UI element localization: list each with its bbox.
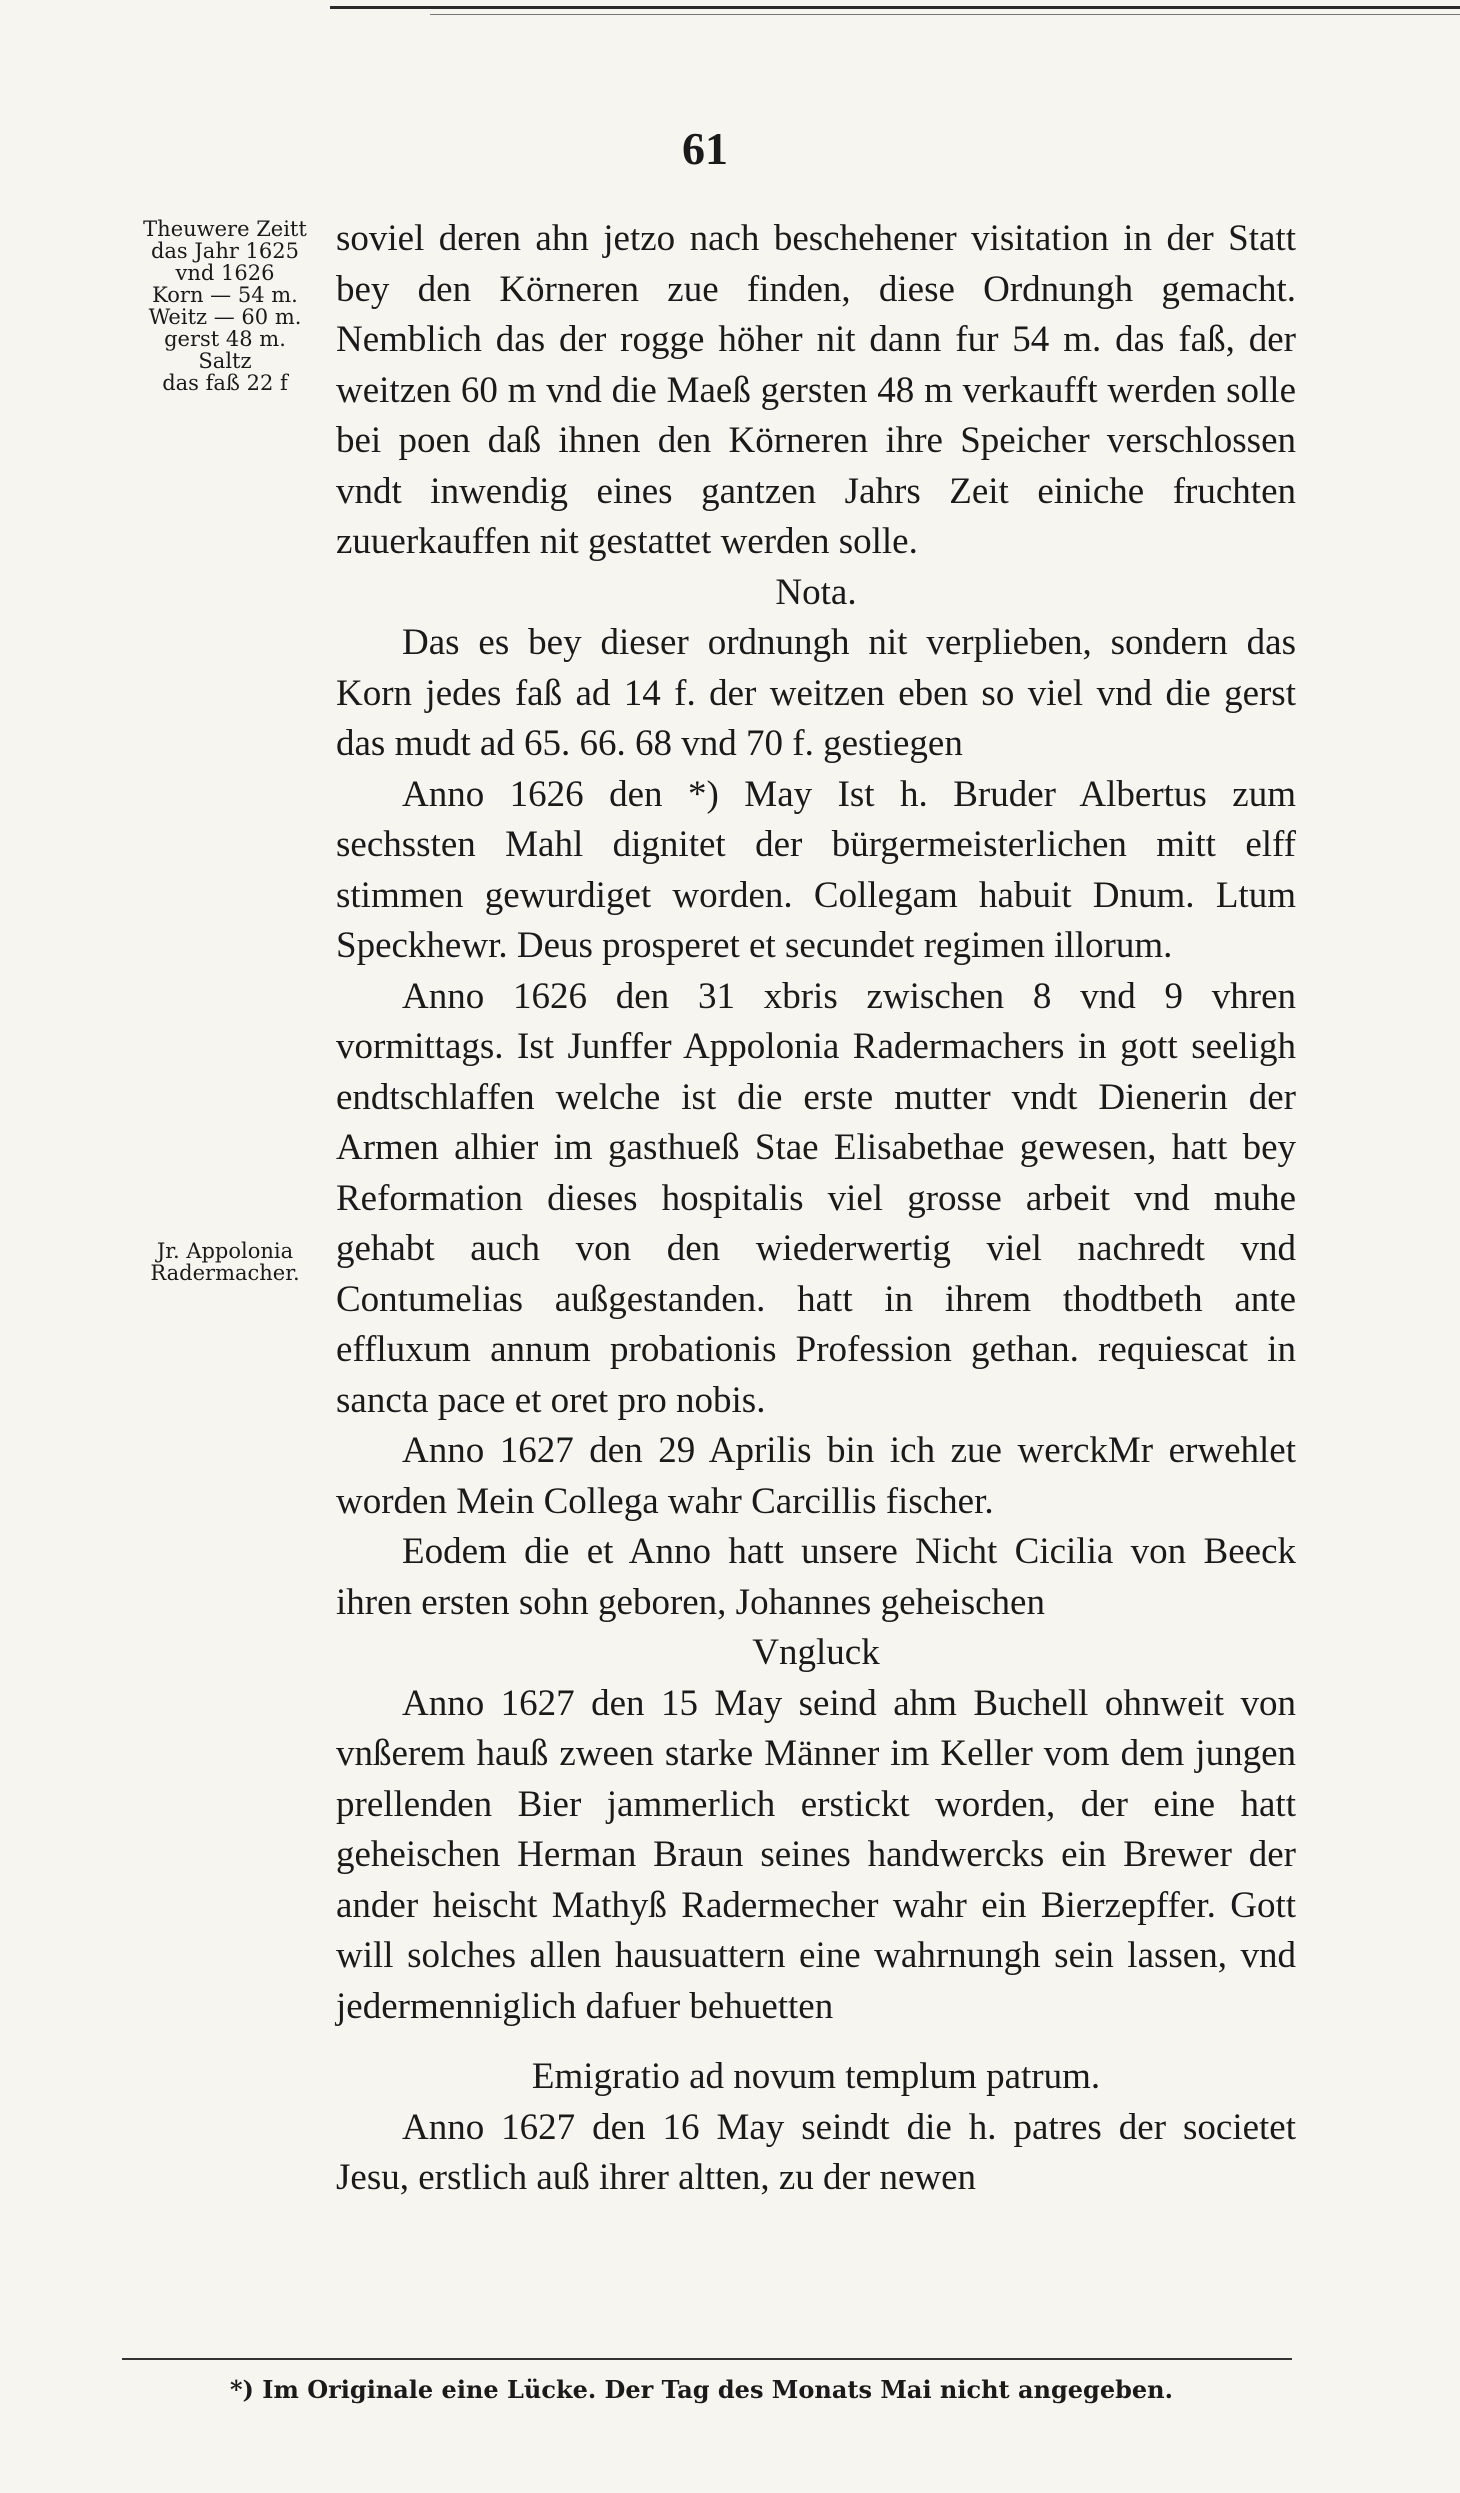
paragraph: Anno 1626 den 31 xbris zwischen 8 vnd 9 vhren vormittags. Ist Junffer Appolonia Radermachers in gott seeligh endtschlaffen welche ist die erste mutter vndt Dienerin der Armen alhier im gasthueß Stae Elisabethae gewesen, hatt bey Reformation dieses hospitalis viel grosse arbeit vnd muhe gehabt auch von den wiederwertig viel nachredt vnd Contumelias außgestanden. hatt in ihrem thodtbeth ante effluxum annum probationis Profession gethan. requiescat in sancta pace et oret pro nobis. (336, 975, 1296, 1421)
heading-emigratio: Emigratio ad novum templum patrum. (531, 2056, 1101, 2097)
heading-vngluck: Vngluck (752, 1632, 880, 1673)
top-rule (330, 6, 1460, 9)
heading-nota: Nota. (775, 571, 857, 613)
margin-note-line: vnd 1626 (175, 261, 275, 285)
margin-note-line: Jr. Appolonia (156, 1239, 294, 1263)
paragraph: Anno 1627 den 29 Aprilis bin ich zue werckMr erwehlet worden Mein Collega wahr Carcillis fischer. (336, 1430, 1296, 1522)
paragraph: Anno 1626 den *) May Ist h. Bruder Albertus zum sechssten Mahl dignitet der bürgermeisterlichen mitt elff stimmen gewurdiget worden. Collegam habuit Dnum. Ltum Speckhewr. Deus prosperet et secundet regimen illorum. (336, 773, 1296, 966)
paragraph: Anno 1627 den 16 May seindt die h. patres der societet Jesu, erstlich auß ihrer altten, zu der newen (336, 2106, 1296, 2198)
footnote-rule (122, 2358, 1292, 2360)
margin-note-line: das faß 22 f (162, 371, 288, 395)
paragraph: Anno 1627 den 15 May seind ahm Buchell ohnweit von vnßerem hauß zween starke Männer im Keller vom dem jungen prellenden Bier jammerlich erstickt worden, der eine hatt geheischen Herman Braun seines handwercks ein Brewer der ander heischt Mathyß Radermecher wahr ein Bierzepffer. Gott will solches allen hausuattern eine wahrnungh sein lassen, vnd jedermenniglich dafuer behuetten (336, 1682, 1296, 2027)
paragraph: Eodem die et Anno hatt unsere Nicht Cicilia von Beeck ihren ersten sohn geboren, Johannes geheischen (336, 1531, 1296, 1623)
top-rule-thin (430, 14, 1460, 15)
margin-note-line: Theuwere Zeitt (143, 217, 307, 241)
margin-note-line: Saltz (198, 349, 252, 373)
margin-note-line: Korn — 54 m. (152, 283, 298, 307)
margin-note-line: Weitz — 60 m. (148, 305, 302, 329)
margin-note-appolonia (118, 1240, 332, 1284)
paragraph: Das es bey dieser ordnungh nit verplieben, sondern das Korn jedes faß ad 14 f. der weitzen eben so viel vnd die gerst das mudt ad 65. 66. 68 vnd 70 f. gestiegen (336, 622, 1296, 764)
margin-note-line: das Jahr 1625 (150, 239, 300, 263)
margin-note-prices (118, 218, 332, 394)
main-text (336, 214, 1296, 2204)
page-number: 61 (682, 123, 728, 174)
footnote: *) Im Originale eine Lücke. Der Tag des Monats Mai nicht angegeben. (230, 2375, 1173, 2404)
paragraph: soviel deren ahn jetzo nach beschehener visitation in der Statt bey den Körneren zue finden, diese Ordnungh gemacht. Nemblich das der rogge höher nit dann fur 54 m. das faß, der weitzen 60 m vnd die Maeß gersten 48 m verkaufft werden solle bei poen daß ihnen den Körneren ihre Speicher verschlossen vndt inwendig eines gantzen Jahrs Zeit einiche fruchten zuuerkauffen nit gestattet werden solle. (336, 218, 1296, 562)
margin-note-line: gerst 48 m. (164, 327, 286, 351)
margin-note-line: Radermacher. (150, 1261, 300, 1285)
